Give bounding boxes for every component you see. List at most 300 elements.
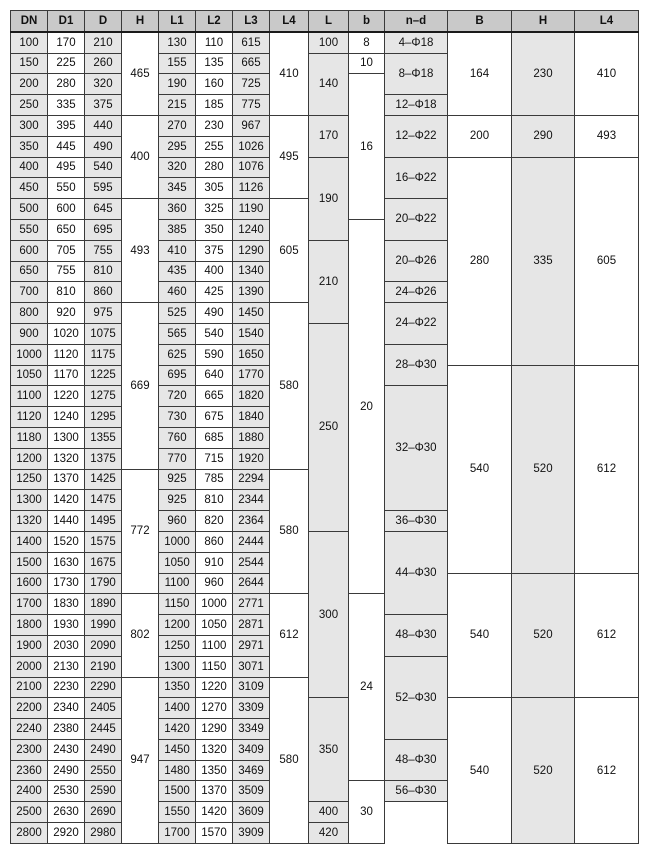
cell-l3: 1840: [233, 407, 270, 428]
cell-h: 400: [122, 115, 159, 198]
cell-l2: 185: [196, 95, 233, 116]
cell-d: 2290: [85, 677, 122, 698]
cell-l2: 675: [196, 407, 233, 428]
cell-l3: 2971: [233, 635, 270, 656]
table-row: [11, 32, 639, 53]
cell-h2: 520: [512, 573, 575, 698]
header-l4-2: L4: [575, 11, 639, 32]
cell-dn: 450: [11, 178, 48, 199]
header-h: H: [122, 11, 159, 32]
cell-l1: 435: [159, 261, 196, 282]
table-row: [11, 115, 639, 136]
cell-l2: 1370: [196, 781, 233, 802]
cell-l3: 1450: [233, 303, 270, 324]
cell-dn: 1180: [11, 427, 48, 448]
cell-l: 140: [309, 53, 349, 115]
cell-h2: 520: [512, 365, 575, 573]
cell-l1: 270: [159, 115, 196, 136]
cell-h2: 520: [512, 698, 575, 844]
cell-l2: 280: [196, 157, 233, 178]
cell-d: 1790: [85, 573, 122, 594]
cell-l2: 1000: [196, 594, 233, 615]
cell-d: 755: [85, 240, 122, 261]
cell-dn: 2000: [11, 656, 48, 677]
cell-l3: 1540: [233, 323, 270, 344]
cell-d: 2980: [85, 823, 122, 844]
cell-dn: 2200: [11, 698, 48, 719]
cell-d1: 1520: [48, 531, 85, 552]
cell-d1: 2630: [48, 802, 85, 823]
cell-l1: 360: [159, 199, 196, 220]
cell-h: 772: [122, 469, 159, 594]
cell-d: 860: [85, 282, 122, 303]
cell-d: 1990: [85, 615, 122, 636]
cell-l1: 345: [159, 178, 196, 199]
cell-l1: 410: [159, 240, 196, 261]
cell-l1: 770: [159, 448, 196, 469]
cell-l: 350: [309, 698, 349, 802]
cell-d1: 1240: [48, 407, 85, 428]
cell-d: 320: [85, 74, 122, 95]
cell-l2: 810: [196, 490, 233, 511]
cell-dn: 1400: [11, 531, 48, 552]
cell-l4: 410: [270, 32, 309, 116]
cell-l3: 3349: [233, 719, 270, 740]
cell-l1: 730: [159, 407, 196, 428]
cell-h2: 335: [512, 157, 575, 365]
cell-l1: 295: [159, 136, 196, 157]
cell-dn: 900: [11, 323, 48, 344]
header-row: [11, 11, 639, 32]
cell-d1: 2380: [48, 719, 85, 740]
cell-b: 30: [349, 781, 385, 843]
cell-l3: 2294: [233, 469, 270, 490]
cell-d: 540: [85, 157, 122, 178]
cell-nd: 20–Φ26: [385, 240, 448, 282]
cell-dn: 250: [11, 95, 48, 116]
cell-l4b: 612: [575, 573, 639, 698]
cell-d: 1295: [85, 407, 122, 428]
cell-l4: 612: [270, 594, 309, 677]
cell-d1: 2530: [48, 781, 85, 802]
cell-d1: 1730: [48, 573, 85, 594]
cell-d1: 1930: [48, 615, 85, 636]
cell-l3: 1190: [233, 199, 270, 220]
cell-d1: 650: [48, 219, 85, 240]
cell-l1: 625: [159, 344, 196, 365]
cell-d: 1275: [85, 386, 122, 407]
cell-d1: 1120: [48, 344, 85, 365]
cell-d: 2090: [85, 635, 122, 656]
cell-d: 1225: [85, 365, 122, 386]
cell-nd: 56–Φ30: [385, 781, 448, 802]
cell-b: 280: [448, 157, 512, 365]
cell-nd: 44–Φ30: [385, 531, 448, 614]
cell-l1: 1700: [159, 823, 196, 844]
cell-dn: 2240: [11, 719, 48, 740]
cell-l1: 1000: [159, 531, 196, 552]
cell-l2: 1570: [196, 823, 233, 844]
cell-l3: 3609: [233, 802, 270, 823]
cell-l3: 2871: [233, 615, 270, 636]
cell-d: 1355: [85, 427, 122, 448]
cell-dn: 650: [11, 261, 48, 282]
cell-l1: 215: [159, 95, 196, 116]
cell-l2: 1320: [196, 739, 233, 760]
cell-d1: 170: [48, 32, 85, 53]
cell-d: 375: [85, 95, 122, 116]
cell-dn: 1200: [11, 448, 48, 469]
cell-l: 420: [309, 823, 349, 844]
cell-nd: 32–Φ30: [385, 386, 448, 511]
cell-l1: 1400: [159, 698, 196, 719]
cell-d: 1375: [85, 448, 122, 469]
cell-l2: 160: [196, 74, 233, 95]
cell-l2: 350: [196, 219, 233, 240]
cell-l3: 1290: [233, 240, 270, 261]
cell-dn: 350: [11, 136, 48, 157]
cell-l1: 1050: [159, 552, 196, 573]
cell-b: 16: [349, 74, 385, 220]
cell-d1: 1320: [48, 448, 85, 469]
cell-l2: 490: [196, 303, 233, 324]
cell-l2: 685: [196, 427, 233, 448]
cell-l1: 1100: [159, 573, 196, 594]
cell-l2: 590: [196, 344, 233, 365]
cell-l2: 1290: [196, 719, 233, 740]
cell-d1: 2340: [48, 698, 85, 719]
cell-l2: 665: [196, 386, 233, 407]
cell-dn: 1600: [11, 573, 48, 594]
cell-l4b: 493: [575, 115, 639, 157]
cell-l3: 1880: [233, 427, 270, 448]
cell-l1: 1150: [159, 594, 196, 615]
cell-b: 164: [448, 32, 512, 116]
cell-l: 300: [309, 531, 349, 697]
cell-dn: 1900: [11, 635, 48, 656]
cell-d: 2550: [85, 760, 122, 781]
cell-l3: 1076: [233, 157, 270, 178]
cell-d1: 1420: [48, 490, 85, 511]
cell-d1: 2130: [48, 656, 85, 677]
cell-d1: 1220: [48, 386, 85, 407]
cell-dn: 550: [11, 219, 48, 240]
cell-b: 20: [349, 219, 385, 593]
cell-l1: 960: [159, 511, 196, 532]
header-b-upper: B: [448, 11, 512, 32]
cell-h2: 230: [512, 32, 575, 116]
cell-l4: 580: [270, 677, 309, 843]
cell-d1: 705: [48, 240, 85, 261]
cell-nd: 36–Φ30: [385, 511, 448, 532]
cell-dn: 500: [11, 199, 48, 220]
cell-l2: 1100: [196, 635, 233, 656]
cell-d1: 2490: [48, 760, 85, 781]
cell-l1: 1250: [159, 635, 196, 656]
cell-d: 1175: [85, 344, 122, 365]
cell-nd: 12–Φ22: [385, 115, 448, 157]
cell-l2: 110: [196, 32, 233, 53]
cell-b: 540: [448, 698, 512, 844]
cell-dn: 200: [11, 74, 48, 95]
cell-l4b: 605: [575, 157, 639, 365]
cell-l2: 820: [196, 511, 233, 532]
cell-nd: 24–Φ26: [385, 282, 448, 303]
cell-l1: 525: [159, 303, 196, 324]
cell-dn: 2360: [11, 760, 48, 781]
header-l3: L3: [233, 11, 270, 32]
header-l2: L2: [196, 11, 233, 32]
cell-l4b: 410: [575, 32, 639, 116]
cell-l3: 3409: [233, 739, 270, 760]
cell-l: 400: [309, 802, 349, 823]
cell-d1: 225: [48, 53, 85, 74]
cell-d1: 495: [48, 157, 85, 178]
cell-d: 2490: [85, 739, 122, 760]
cell-d1: 1630: [48, 552, 85, 573]
header-d1: D1: [48, 11, 85, 32]
cell-d: 810: [85, 261, 122, 282]
header-l4: L4: [270, 11, 309, 32]
cell-d: 440: [85, 115, 122, 136]
cell-d1: 395: [48, 115, 85, 136]
cell-l2: 860: [196, 531, 233, 552]
cell-d1: 2430: [48, 739, 85, 760]
cell-l3: 3071: [233, 656, 270, 677]
cell-l2: 960: [196, 573, 233, 594]
cell-dn: 1700: [11, 594, 48, 615]
cell-nd: 4–Φ18: [385, 32, 448, 53]
cell-l3: 615: [233, 32, 270, 53]
cell-h: 493: [122, 199, 159, 303]
cell-b: 540: [448, 365, 512, 573]
cell-l2: 1050: [196, 615, 233, 636]
cell-dn: 2400: [11, 781, 48, 802]
cell-l2: 255: [196, 136, 233, 157]
cell-d1: 1020: [48, 323, 85, 344]
table-row: [11, 698, 639, 719]
cell-l2: 540: [196, 323, 233, 344]
cell-d: 975: [85, 303, 122, 324]
cell-l3: 1770: [233, 365, 270, 386]
cell-h: 465: [122, 32, 159, 116]
cell-dn: 1500: [11, 552, 48, 573]
cell-l3: 3469: [233, 760, 270, 781]
cell-d1: 2230: [48, 677, 85, 698]
cell-nd: 52–Φ30: [385, 656, 448, 739]
cell-d1: 2920: [48, 823, 85, 844]
cell-l1: 1200: [159, 615, 196, 636]
cell-dn: 1100: [11, 386, 48, 407]
cell-d1: 1300: [48, 427, 85, 448]
cell-dn: 1000: [11, 344, 48, 365]
cell-b: 8: [349, 32, 385, 53]
cell-l1: 190: [159, 74, 196, 95]
cell-l1: 1300: [159, 656, 196, 677]
cell-b: 10: [349, 53, 385, 74]
cell-d1: 755: [48, 261, 85, 282]
cell-d: 645: [85, 199, 122, 220]
cell-dn: 300: [11, 115, 48, 136]
cell-nd: 8–Φ18: [385, 53, 448, 95]
cell-dn: 1250: [11, 469, 48, 490]
cell-l2: 1420: [196, 802, 233, 823]
cell-l3: 2771: [233, 594, 270, 615]
cell-l3: 3109: [233, 677, 270, 698]
cell-l2: 715: [196, 448, 233, 469]
cell-b: 540: [448, 573, 512, 698]
cell-l3: 2344: [233, 490, 270, 511]
cell-dn: 1050: [11, 365, 48, 386]
cell-d: 2590: [85, 781, 122, 802]
cell-l2: 640: [196, 365, 233, 386]
cell-nd: 24–Φ22: [385, 303, 448, 345]
cell-l1: 720: [159, 386, 196, 407]
cell-l1: 1500: [159, 781, 196, 802]
cell-nd: 12–Φ18: [385, 95, 448, 116]
cell-nd: 20–Φ22: [385, 199, 448, 241]
cell-l2: 135: [196, 53, 233, 74]
cell-l1: 1450: [159, 739, 196, 760]
cell-l3: 665: [233, 53, 270, 74]
cell-d: 1675: [85, 552, 122, 573]
cell-d: 260: [85, 53, 122, 74]
cell-l1: 925: [159, 490, 196, 511]
cell-nd: 48–Φ30: [385, 739, 448, 781]
header-h2: H: [512, 11, 575, 32]
cell-l1: 385: [159, 219, 196, 240]
cell-dn: 1300: [11, 490, 48, 511]
cell-l4: 580: [270, 303, 309, 469]
cell-l: 250: [309, 323, 349, 531]
cell-d1: 2030: [48, 635, 85, 656]
cell-nd: 28–Φ30: [385, 344, 448, 386]
cell-d1: 600: [48, 199, 85, 220]
header-d: D: [85, 11, 122, 32]
cell-dn: 100: [11, 32, 48, 53]
cell-l3: 1820: [233, 386, 270, 407]
cell-d1: 1440: [48, 511, 85, 532]
cell-l1: 925: [159, 469, 196, 490]
cell-d: 2445: [85, 719, 122, 740]
cell-l3: 2364: [233, 511, 270, 532]
cell-l1: 1550: [159, 802, 196, 823]
header-nd: n–d: [385, 11, 448, 32]
cell-d: 695: [85, 219, 122, 240]
dimensions-table: [10, 10, 639, 844]
table-row: [11, 157, 639, 178]
cell-d: 2190: [85, 656, 122, 677]
cell-l4: 495: [270, 115, 309, 198]
header-b: b: [349, 11, 385, 32]
cell-l2: 1270: [196, 698, 233, 719]
cell-l3: 1026: [233, 136, 270, 157]
cell-dn: 2300: [11, 739, 48, 760]
cell-dn: 150: [11, 53, 48, 74]
cell-l3: 1340: [233, 261, 270, 282]
cell-l4b: 612: [575, 365, 639, 573]
cell-l1: 155: [159, 53, 196, 74]
cell-h: 947: [122, 677, 159, 843]
cell-l2: 230: [196, 115, 233, 136]
cell-dn: 2800: [11, 823, 48, 844]
cell-nd: 16–Φ22: [385, 157, 448, 199]
cell-l3: 967: [233, 115, 270, 136]
cell-d1: 1170: [48, 365, 85, 386]
cell-dn: 1120: [11, 407, 48, 428]
cell-l3: 2444: [233, 531, 270, 552]
table-body: [11, 32, 639, 844]
cell-d: 1475: [85, 490, 122, 511]
cell-l2: 1220: [196, 677, 233, 698]
header-l1: L1: [159, 11, 196, 32]
cell-dn: 400: [11, 157, 48, 178]
cell-dn: 800: [11, 303, 48, 324]
cell-l3: 1390: [233, 282, 270, 303]
cell-d1: 1370: [48, 469, 85, 490]
cell-l2: 425: [196, 282, 233, 303]
cell-l3: 1240: [233, 219, 270, 240]
cell-l3: 1650: [233, 344, 270, 365]
cell-l: 170: [309, 115, 349, 157]
cell-h: 669: [122, 303, 159, 469]
cell-d1: 550: [48, 178, 85, 199]
cell-l2: 1350: [196, 760, 233, 781]
cell-d: 2690: [85, 802, 122, 823]
cell-dn: 1320: [11, 511, 48, 532]
cell-l1: 460: [159, 282, 196, 303]
cell-l3: 725: [233, 74, 270, 95]
cell-l2: 305: [196, 178, 233, 199]
cell-l2: 910: [196, 552, 233, 573]
cell-l1: 320: [159, 157, 196, 178]
cell-l1: 565: [159, 323, 196, 344]
cell-l1: 1480: [159, 760, 196, 781]
cell-b: 24: [349, 594, 385, 781]
cell-l4b: 612: [575, 698, 639, 844]
cell-d: 490: [85, 136, 122, 157]
cell-d: 595: [85, 178, 122, 199]
cell-l: 210: [309, 240, 349, 323]
cell-l3: 775: [233, 95, 270, 116]
cell-l1: 695: [159, 365, 196, 386]
cell-d: 1890: [85, 594, 122, 615]
cell-dn: 2100: [11, 677, 48, 698]
cell-l2: 400: [196, 261, 233, 282]
cell-d1: 920: [48, 303, 85, 324]
cell-d1: 445: [48, 136, 85, 157]
header-dn: DN: [11, 11, 48, 32]
cell-l1: 1420: [159, 719, 196, 740]
cell-l1: 760: [159, 427, 196, 448]
cell-d1: 1830: [48, 594, 85, 615]
cell-l3: 1126: [233, 178, 270, 199]
cell-l4: 580: [270, 469, 309, 594]
cell-l2: 375: [196, 240, 233, 261]
cell-d: 1425: [85, 469, 122, 490]
cell-nd: 48–Φ30: [385, 615, 448, 657]
cell-l3: 3509: [233, 781, 270, 802]
cell-h: 802: [122, 594, 159, 677]
cell-l3: 2544: [233, 552, 270, 573]
cell-b: 200: [448, 115, 512, 157]
cell-l1: 1350: [159, 677, 196, 698]
cell-d: 2405: [85, 698, 122, 719]
cell-l1: 130: [159, 32, 196, 53]
cell-d: 1575: [85, 531, 122, 552]
cell-l: 100: [309, 32, 349, 53]
cell-dn: 1800: [11, 615, 48, 636]
